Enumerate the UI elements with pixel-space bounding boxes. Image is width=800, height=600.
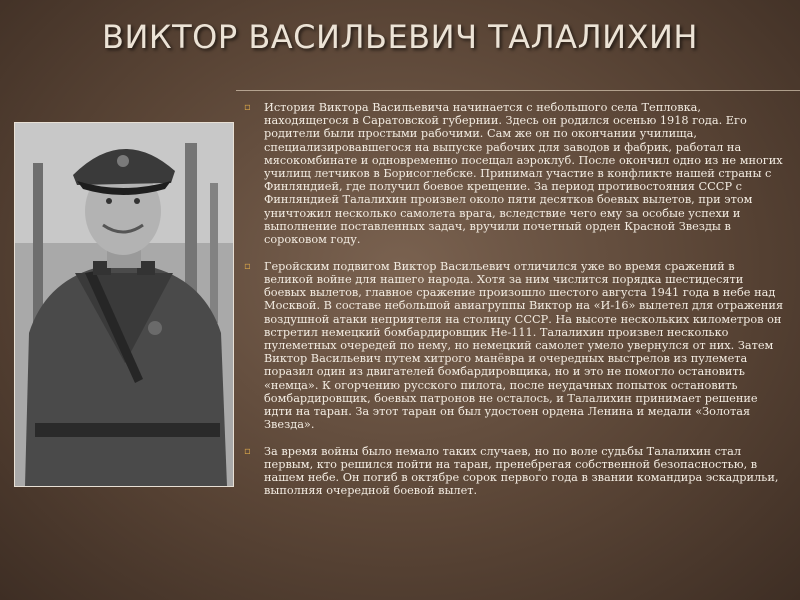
paragraph-2-text: Геройским подвигом Виктор Васильевич отличился уже во время сражений в великой войне для нашего народа. Хотя за ним числится порядка шестидесяти боевых вылетов, главное сражение произошло шестого августа 1941 года в небе над Москвой. В составе небольшой авиагруппы Виктор на «И-16» вылетел для отражения воздушной атаки неприятеля на столицу СССР. На высоте нескольких километров он встретил немецкий бомбардировщик Не-111. Талалихин произвел несколько пулеметных очередей по нему, но немецкий самолет умело увернулся от них. Затем Виктор Васильевич путем хитрого манёвра и очередных выстрелов из пулемета поразил один из двигателей бомбардировщика, но и это не помогло остановить «немца». К огорчению русского пилота, после неудачных попыток остановить бомбардировщик, боевых патронов не осталось, и Талалихин принимает решение идти на таран. За этот таран он был удостоен ордена Ленина и медали «Золотая Звезда». (264, 259, 784, 432)
slide-title: ВИКТОР ВАСИЛЬЕВИЧ ТАЛАЛИХИН (102, 18, 698, 56)
bullet-icon: ▫ (244, 445, 251, 457)
portrait-illustration (15, 123, 233, 486)
paragraph-2 (240, 260, 785, 432)
paragraph-3-text: За время войны было немало таких случаев, но по воле судьбы Талалихин стал первым, кто решился пойти на таран, пренебрегая собственной безопасностью, в нашем небе. Он погиб в октябре сорок первого года в звании командира эскадрильи, выполняя очередной боевой вылет. (264, 444, 779, 498)
bullet-icon: ▫ (244, 260, 251, 272)
biography-text (240, 101, 785, 511)
bullet-icon: ▫ (244, 102, 251, 113)
paragraph-3 (240, 445, 785, 498)
title-divider (236, 90, 800, 91)
paragraph-1 (240, 101, 785, 246)
paragraph-1-text: История Виктора Васильевича начинается с небольшого села Тепловка, находящегося в Саратовской губернии. Здесь он родился осенью 1918 года. Его родители были простыми рабочими. Сам же он по окончании училища, специализировавшегося на выпуске рабочих для заводов и фабрик, работал на мясокомбинате и одновременно посещал аэроклуб. После окончил одно из не многих училищ летчиков в Борисоглебске. Принимал участие в конфликте нашей страны с Финляндией, где получил боевое крещение. За период противостояния СССР с Финляндией Талалихин произвел около пяти десятков боевых вылетов, при этом уничтожил несколько самолета врага, вследствие чего ему за особые успехи и выполнение поставленных задач, вручили почетный орден Красной Звезды в сороковом году. (264, 101, 783, 247)
portrait-photo (14, 122, 234, 487)
